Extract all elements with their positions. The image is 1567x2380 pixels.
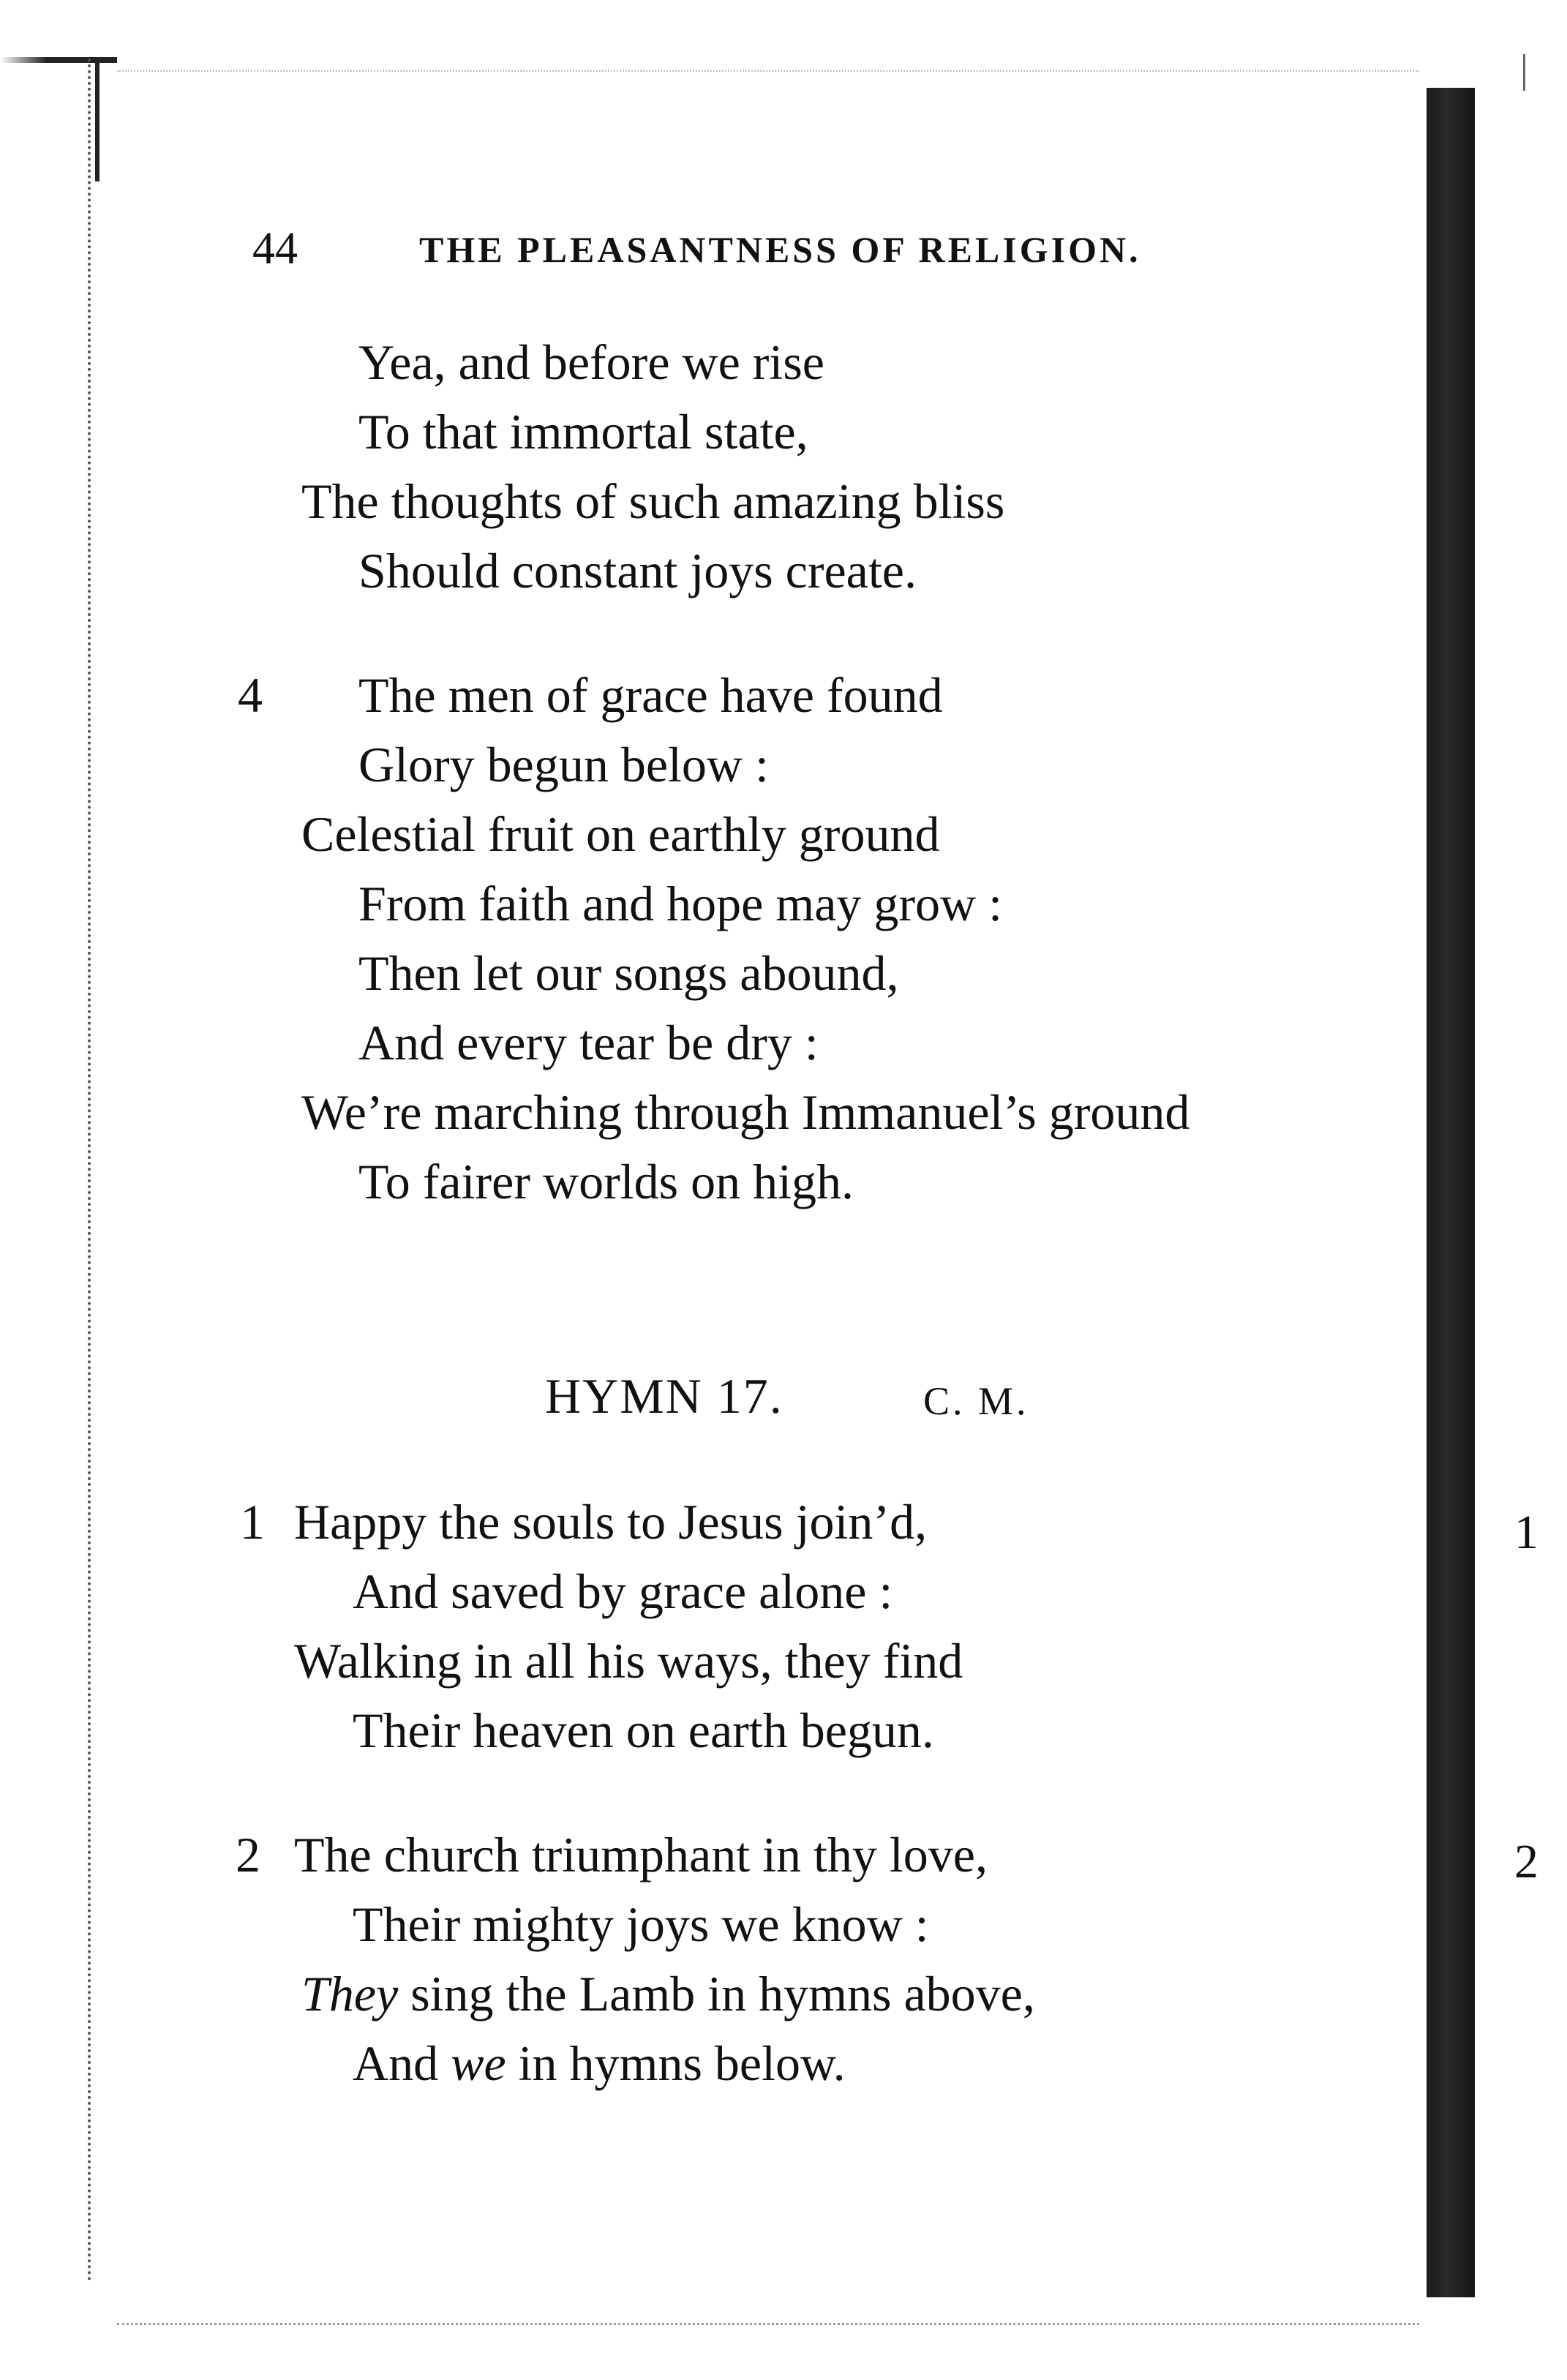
verse-line: Glory begun below :	[358, 737, 769, 792]
verse-line: We’re marching through Immanuel’s ground	[301, 1084, 1190, 1140]
italic-word: we	[451, 2035, 506, 2091]
verse-text: sing the Lamb in hymns above,	[398, 1966, 1035, 2022]
verse-number: 2	[236, 1827, 260, 1882]
verse-number: 4	[238, 667, 263, 723]
page-header	[252, 223, 1277, 282]
verse-line	[301, 1964, 1035, 2023]
edge-mark	[1523, 54, 1525, 91]
verse-line: Yea, and before we rise	[358, 334, 824, 390]
page-number: 44	[252, 224, 298, 274]
binding-edge	[88, 59, 101, 2283]
verse-line: The thoughts of such amazing bliss	[301, 473, 1005, 529]
verse-line: To that immortal state,	[358, 404, 808, 459]
top-edge	[117, 70, 1419, 72]
verse-line: Should constant joys create.	[358, 543, 917, 598]
verse-line: Then let our songs abound,	[358, 945, 899, 1001]
verse-number: 1	[240, 1494, 265, 1550]
verse-text: in hymns below.	[506, 2035, 846, 2091]
bottom-edge	[117, 2323, 1419, 2325]
italic-word: They	[301, 1966, 399, 2022]
adjacent-page-shadow	[1427, 88, 1475, 2297]
verse-line	[353, 2034, 846, 2092]
verse-line: The church triumphant in thy love,	[294, 1827, 988, 1882]
verse-line: To fairer worlds on high.	[358, 1154, 854, 1209]
facing-page-number: 1	[1514, 1506, 1538, 1559]
hymn-meter: C. M.	[923, 1379, 1029, 1423]
verse-line: Their heaven on earth begun.	[353, 1703, 934, 1758]
verse-line: And every tear be dry :	[358, 1015, 819, 1070]
verse-line: Celestial fruit on earthly ground	[301, 806, 940, 862]
verse-line: And saved by grace alone :	[353, 1563, 893, 1619]
verse-line: Their mighty joys we know :	[353, 1896, 929, 1952]
verse-text: And	[353, 2035, 451, 2091]
verse-line: From faith and hope may grow :	[358, 876, 1003, 931]
facing-page-number: 2	[1514, 1835, 1538, 1888]
hymn-title: HYMN 17.	[545, 1368, 784, 1424]
verse-line: Walking in all his ways, they find	[294, 1633, 963, 1689]
verse-line: The men of grace have found	[358, 667, 943, 723]
verse-line: Happy the souls to Jesus join’d,	[294, 1494, 928, 1550]
running-title: THE PLEASANTNESS OF RELIGION.	[419, 229, 1141, 270]
